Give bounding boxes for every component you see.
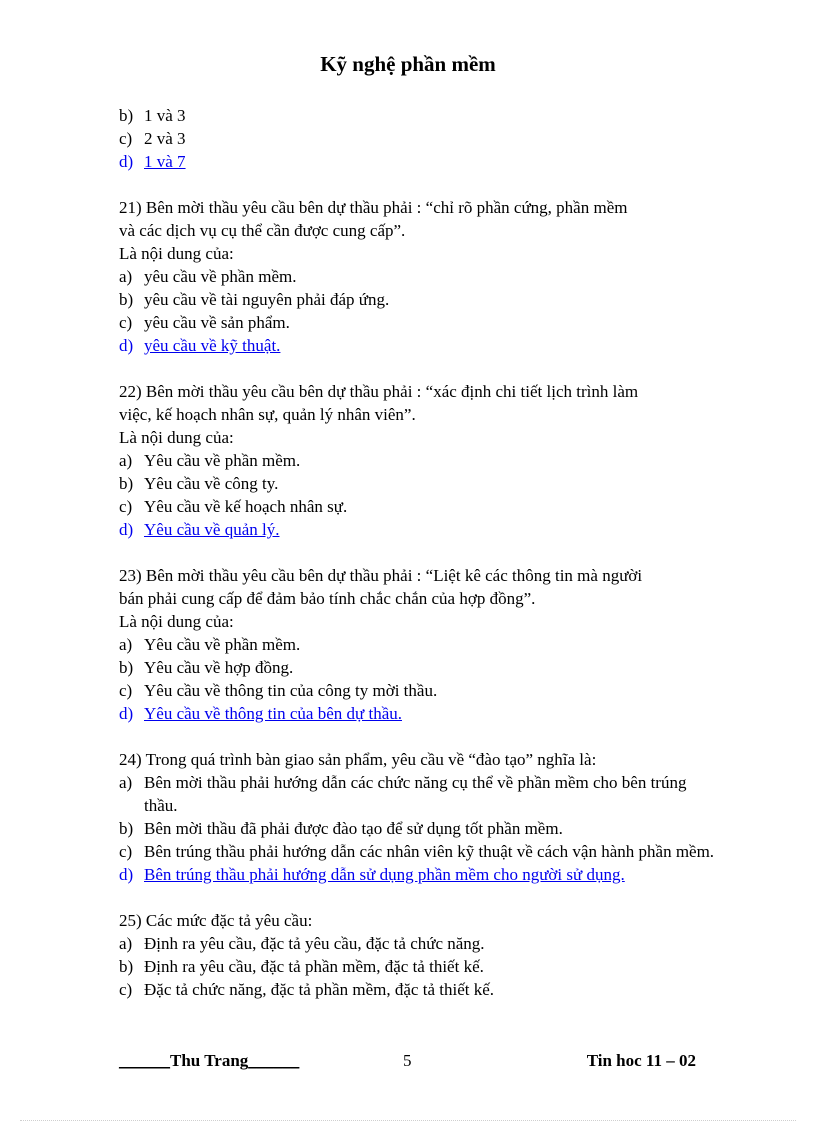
option-text[interactable]: Bên trúng thầu phải hướng dẫn sử dụng phần mềm cho người sử dụng. bbox=[144, 865, 625, 884]
option-b bbox=[119, 955, 719, 978]
question-lead: Là nội dung của: bbox=[119, 244, 234, 263]
option-label: d) bbox=[119, 704, 134, 723]
option-label: d) bbox=[119, 520, 134, 539]
option-b bbox=[119, 288, 719, 311]
option-d-correct-answer[interactable] bbox=[119, 863, 719, 886]
question-stem-line: và các dịch vụ cụ thể cần được cung cấp”. bbox=[119, 221, 406, 240]
option-d-correct-answer[interactable] bbox=[119, 150, 719, 173]
option-text: yêu cầu về phần mềm. bbox=[144, 267, 297, 286]
option-text[interactable]: Yêu cầu về thông tin của bên dự thầu. bbox=[144, 704, 402, 723]
option-text: Bên trúng thầu phải hướng dẫn các nhân viên kỹ thuật về cách vận hành phần mềm. bbox=[144, 842, 715, 861]
footer-class-label: Tin hoc 11 – 02 bbox=[586, 1051, 696, 1070]
option-text[interactable]: Yêu cầu về quản lý. bbox=[144, 520, 280, 539]
option-text: Định ra yêu cầu, đặc tả phần mềm, đặc tả thiết kế. bbox=[144, 957, 484, 976]
option-b bbox=[119, 656, 719, 679]
option-text: Định ra yêu cầu, đặc tả yêu cầu, đặc tả chức năng. bbox=[144, 934, 485, 953]
option-label: a) bbox=[119, 934, 133, 953]
question-stem-line: 25) Các mức đặc tả yêu cầu: bbox=[119, 911, 313, 930]
option-c bbox=[119, 840, 719, 863]
option-text: Bên mời thầu phải hướng dẫn các chức năng cụ thể về phần mềm cho bên trúng thầu. bbox=[144, 773, 687, 815]
option-a bbox=[119, 771, 719, 817]
page-number: 5 bbox=[403, 1051, 412, 1070]
option-text[interactable]: 1 và 7 bbox=[144, 152, 186, 171]
option-label: c) bbox=[119, 313, 133, 332]
option-b bbox=[119, 817, 719, 840]
option-label: b) bbox=[119, 658, 134, 677]
option-a bbox=[119, 633, 719, 656]
page-title: Kỹ nghệ phần mềm bbox=[320, 52, 496, 76]
option-label: d) bbox=[119, 152, 134, 171]
option-text[interactable]: yêu cầu về kỹ thuật. bbox=[144, 336, 281, 355]
question-25 bbox=[119, 909, 719, 1001]
option-text: Yêu cầu về kế hoạch nhân sự. bbox=[144, 497, 348, 516]
question-22 bbox=[119, 380, 719, 541]
option-label: c) bbox=[119, 497, 133, 516]
option-label: a) bbox=[119, 451, 133, 470]
option-label: c) bbox=[119, 681, 133, 700]
question-lead: Là nội dung của: bbox=[119, 612, 234, 631]
option-text: Yêu cầu về công ty. bbox=[144, 474, 279, 493]
document-body bbox=[119, 104, 719, 1001]
question-stem-line: 24) Trong quá trình bàn giao sản phẩm, yêu cầu về “đào tạo” nghĩa là: bbox=[119, 750, 597, 769]
option-d-correct-answer[interactable] bbox=[119, 334, 719, 357]
option-text: 1 và 3 bbox=[144, 106, 186, 125]
option-label: a) bbox=[119, 267, 133, 286]
option-label: d) bbox=[119, 865, 134, 884]
option-text: Yêu cầu về phần mềm. bbox=[144, 451, 301, 470]
question-stem-line: việc, kế hoạch nhân sự, quản lý nhân viên”. bbox=[119, 405, 416, 424]
option-b bbox=[119, 104, 719, 127]
question-stem-line: 21) Bên mời thầu yêu cầu bên dự thầu phải : “chỉ rõ phần cứng, phần mềm bbox=[119, 198, 628, 217]
option-d-correct-answer[interactable] bbox=[119, 702, 719, 725]
question-stem-line: bán phải cung cấp để đảm bảo tính chắc chắn của hợp đồng”. bbox=[119, 589, 536, 608]
option-label: b) bbox=[119, 474, 134, 493]
option-label: c) bbox=[119, 980, 133, 999]
question-20-options bbox=[119, 104, 719, 173]
question-stem-line: 22) Bên mời thầu yêu cầu bên dự thầu phải : “xác định chi tiết lịch trình làm bbox=[119, 382, 639, 401]
option-label: a) bbox=[119, 635, 133, 654]
footer-author-blank-after: ______ bbox=[248, 1051, 300, 1070]
question-21 bbox=[119, 196, 719, 357]
option-a bbox=[119, 932, 719, 955]
option-text: yêu cầu về tài nguyên phải đáp ứng. bbox=[144, 290, 390, 309]
option-text: Bên mời thầu đã phải được đào tạo để sử dụng tốt phần mềm. bbox=[144, 819, 563, 838]
page-footer bbox=[0, 1051, 816, 1075]
option-b bbox=[119, 472, 719, 495]
option-label: b) bbox=[119, 290, 134, 309]
page-bottom-divider bbox=[20, 1120, 796, 1121]
option-c bbox=[119, 311, 719, 334]
question-lead: Là nội dung của: bbox=[119, 428, 234, 447]
option-label: a) bbox=[119, 773, 133, 792]
option-d-correct-answer[interactable] bbox=[119, 518, 719, 541]
option-a bbox=[119, 449, 719, 472]
option-c bbox=[119, 127, 719, 150]
footer-author-blank: ______ bbox=[119, 1051, 170, 1070]
question-23 bbox=[119, 564, 719, 725]
option-label: b) bbox=[119, 819, 134, 838]
option-c bbox=[119, 679, 719, 702]
option-text: yêu cầu về sản phẩm. bbox=[144, 313, 290, 332]
option-text: Yêu cầu về phần mềm. bbox=[144, 635, 301, 654]
option-label: d) bbox=[119, 336, 134, 355]
option-label: c) bbox=[119, 129, 133, 148]
question-stem-line: 23) Bên mời thầu yêu cầu bên dự thầu phải : “Liệt kê các thông tin mà người bbox=[119, 566, 643, 585]
option-a bbox=[119, 265, 719, 288]
footer-author-name: Thu Trang bbox=[170, 1051, 249, 1070]
footer-author bbox=[119, 1051, 299, 1071]
option-label: c) bbox=[119, 842, 133, 861]
option-text: Yêu cầu về thông tin của công ty mời thầu. bbox=[144, 681, 438, 700]
option-text: 2 và 3 bbox=[144, 129, 186, 148]
option-label: b) bbox=[119, 106, 134, 125]
option-c bbox=[119, 495, 719, 518]
option-c bbox=[119, 978, 719, 1001]
option-text: Yêu cầu về hợp đồng. bbox=[144, 658, 294, 677]
option-text: Đặc tả chức năng, đặc tả phần mềm, đặc tả thiết kế. bbox=[144, 980, 495, 999]
option-label: b) bbox=[119, 957, 134, 976]
question-24 bbox=[119, 748, 719, 886]
